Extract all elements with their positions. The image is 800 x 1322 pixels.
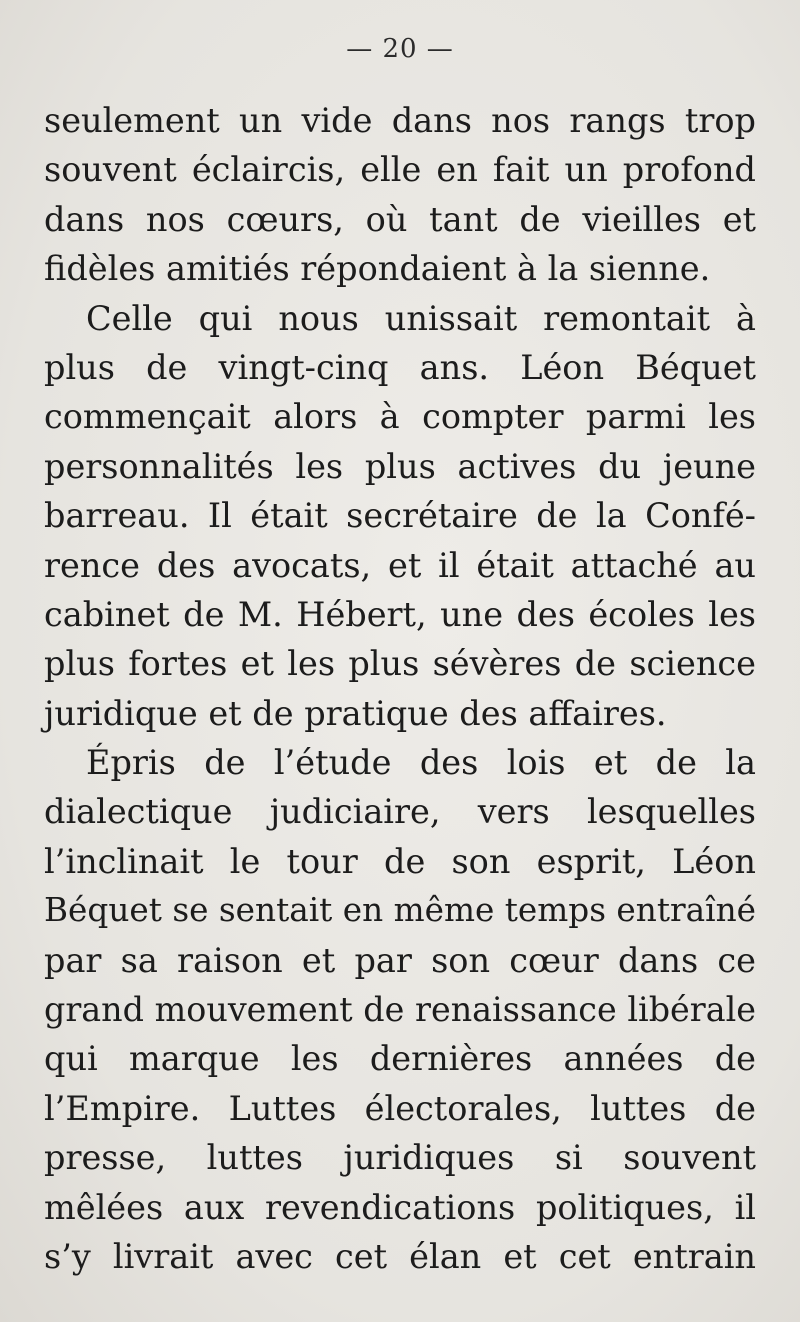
text-line: rence des avocats, et il était attaché au: [44, 545, 756, 585]
text-line: cabinet de M. Hébert, une des écoles les: [44, 594, 756, 634]
text-line: Béquet se sentait en même temps entraîné: [44, 891, 756, 930]
text-line: commençait alors à compter parmi les: [44, 397, 756, 437]
text-line: dans nos cœurs, où tant de vieilles et: [44, 199, 756, 239]
text-line: souvent éclaircis, elle en fait un profond: [44, 150, 756, 190]
text-line: juridique et de pratique des affaires.: [44, 693, 667, 733]
text-line: qui marque les dernières années de: [44, 1039, 756, 1079]
text-line: par sa raison et par son cœur dans ce: [44, 940, 756, 980]
text-line: barreau. Il était secrétaire de la Confé-: [44, 496, 756, 536]
text-line: Celle qui nous unissait remontait à: [86, 298, 756, 338]
text-line: plus de vingt-cinq ans. Léon Béquet: [44, 347, 756, 387]
text-line: mêlées aux revendications politiques, il: [44, 1187, 756, 1227]
text-line: personnalités les plus actives du jeune: [44, 446, 756, 486]
text-line: presse, luttes juridiques si souvent: [44, 1138, 756, 1178]
body-text: [44, 96, 756, 1281]
text-line: dialectique judiciaire, vers lesquelles: [44, 792, 756, 832]
text-line: grand mouvement de renaissance libérale: [44, 990, 756, 1030]
text-line: l’inclinait le tour de son esprit, Léon: [44, 841, 756, 881]
page-number: — 20 —: [346, 34, 454, 64]
text-line: plus fortes et les plus sévères de science: [44, 644, 756, 684]
text-line: fidèles amitiés répondaient à la sienne.: [44, 249, 711, 289]
text-line: s’y livrait avec cet élan et cet entrain: [44, 1236, 756, 1276]
text-line: l’Empire. Luttes électorales, luttes de: [44, 1088, 756, 1128]
text-line: Épris de l’étude des lois et de la: [86, 743, 756, 783]
text-line: seulement un vide dans nos rangs trop: [44, 101, 756, 140]
